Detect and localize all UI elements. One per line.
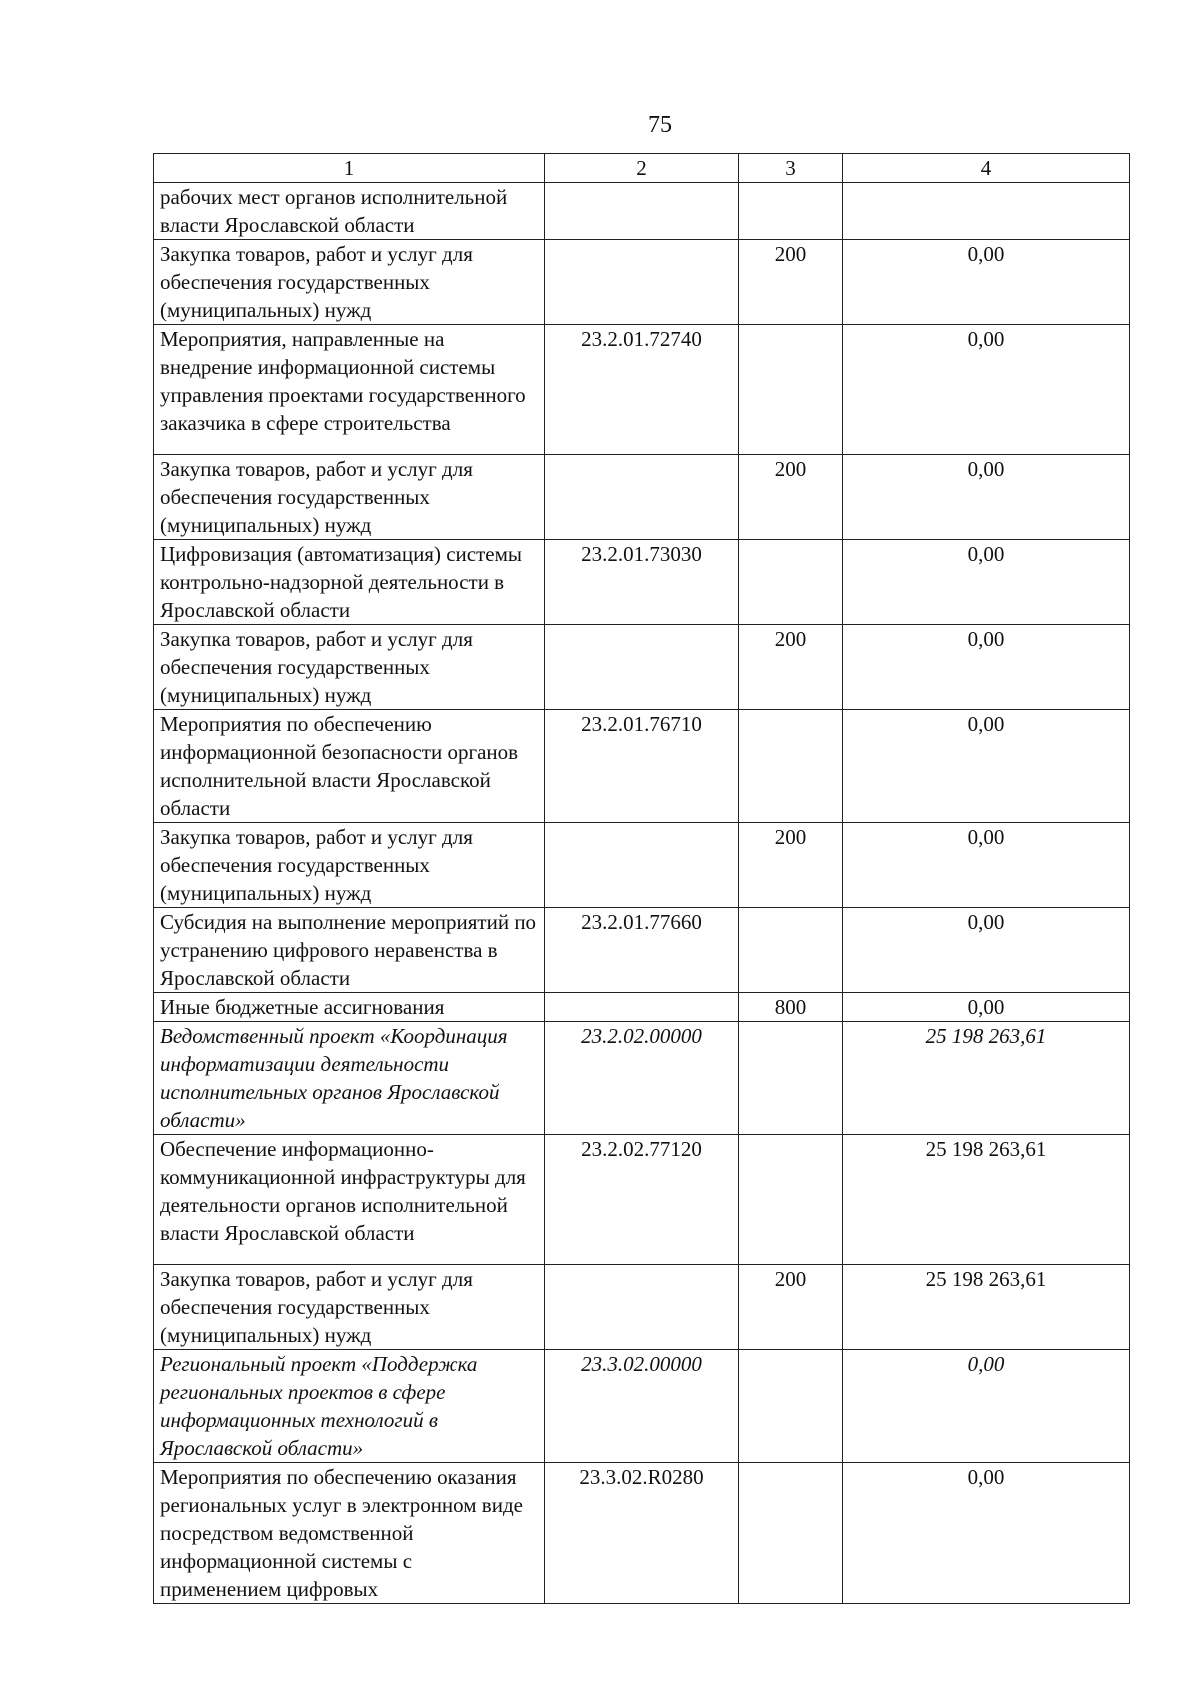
row-type-cell: [739, 183, 843, 240]
table-row: [154, 540, 1130, 625]
row-name-cell: Мероприятия, направленные на внедрение информационной системы управления проектами государственного заказчика в сфере строительства: [154, 325, 545, 455]
table-row: [154, 625, 1130, 710]
row-amount-cell: 0,00: [843, 540, 1130, 625]
row-type-cell: 200: [739, 240, 843, 325]
row-name-cell: Ведомственный проект «Координация информатизации деятельности исполнительных органов Ярославской области»: [154, 1022, 545, 1135]
row-code-cell: [545, 455, 739, 540]
row-amount-cell: 0,00: [843, 710, 1130, 823]
row-amount-cell: 0,00: [843, 455, 1130, 540]
row-name-cell: Обеспечение информационно-коммуникационной инфраструктуры для деятельности органов исполнительной власти Ярославской области: [154, 1135, 545, 1265]
table-row: [154, 325, 1130, 455]
table-row: [154, 1463, 1130, 1604]
row-type-cell: [739, 908, 843, 993]
column-header-3: 3: [739, 154, 843, 183]
row-amount-cell: 0,00: [843, 240, 1130, 325]
table-row: [154, 993, 1130, 1022]
row-name-cell: Мероприятия по обеспечению оказания региональных услуг в электронном виде посредством ведомственной информационной системы с применением цифровых: [154, 1463, 545, 1604]
row-code-cell: 23.2.01.72740: [545, 325, 739, 455]
row-name-cell: Закупка товаров, работ и услуг для обеспечения государственных (муниципальных) нужд: [154, 455, 545, 540]
table-row: [154, 823, 1130, 908]
row-name-cell: рабочих мест органов исполнительной власти Ярославской области: [154, 183, 545, 240]
row-code-cell: [545, 993, 739, 1022]
row-code-cell: [545, 183, 739, 240]
row-amount-cell: 0,00: [843, 823, 1130, 908]
row-type-cell: [739, 1135, 843, 1265]
column-header-4: 4: [843, 154, 1130, 183]
row-name-cell: Закупка товаров, работ и услуг для обеспечения государственных (муниципальных) нужд: [154, 240, 545, 325]
budget-table: [153, 153, 1130, 1604]
row-name-cell: Региональный проект «Поддержка региональных проектов в сфере информационных технологий в Ярославской области»: [154, 1350, 545, 1463]
table-row: [154, 240, 1130, 325]
row-type-cell: [739, 1350, 843, 1463]
row-name-cell: Иные бюджетные ассигнования: [154, 993, 545, 1022]
row-name-cell: Цифровизация (автоматизация) системы контрольно-надзорной деятельности в Ярославской области: [154, 540, 545, 625]
row-code-cell: [545, 1265, 739, 1350]
row-type-cell: [739, 325, 843, 455]
row-amount-cell: 0,00: [843, 1350, 1130, 1463]
row-type-cell: [739, 1022, 843, 1135]
row-type-cell: 200: [739, 625, 843, 710]
row-amount-cell: 0,00: [843, 908, 1130, 993]
row-type-cell: 200: [739, 823, 843, 908]
row-type-cell: [739, 540, 843, 625]
row-code-cell: [545, 240, 739, 325]
row-amount-cell: 25 198 263,61: [843, 1265, 1130, 1350]
row-code-cell: 23.2.02.00000: [545, 1022, 739, 1135]
row-code-cell: [545, 823, 739, 908]
table-header-row: [154, 154, 1130, 183]
row-amount-cell: 0,00: [843, 993, 1130, 1022]
page-number: 75: [648, 112, 672, 138]
table-row: [154, 710, 1130, 823]
column-header-2: 2: [545, 154, 739, 183]
row-amount-cell: 0,00: [843, 1463, 1130, 1604]
row-code-cell: 23.3.02.00000: [545, 1350, 739, 1463]
row-code-cell: 23.2.01.77660: [545, 908, 739, 993]
table-row: [154, 1022, 1130, 1135]
table-row: [154, 455, 1130, 540]
row-amount-cell: [843, 183, 1130, 240]
row-code-cell: 23.2.02.77120: [545, 1135, 739, 1265]
row-amount-cell: 0,00: [843, 625, 1130, 710]
row-code-cell: 23.2.01.73030: [545, 540, 739, 625]
column-header-1: 1: [154, 154, 545, 183]
row-code-cell: 23.3.02.R0280: [545, 1463, 739, 1604]
row-name-cell: Мероприятия по обеспечению информационной безопасности органов исполнительной власти Ярославской области: [154, 710, 545, 823]
table-row: [154, 908, 1130, 993]
row-name-cell: Субсидия на выполнение мероприятий по устранению цифрового неравенства в Ярославской области: [154, 908, 545, 993]
row-type-cell: 800: [739, 993, 843, 1022]
row-type-cell: [739, 1463, 843, 1604]
row-code-cell: 23.2.01.76710: [545, 710, 739, 823]
row-code-cell: [545, 625, 739, 710]
row-name-cell: Закупка товаров, работ и услуг для обеспечения государственных (муниципальных) нужд: [154, 1265, 545, 1350]
table-row: [154, 1265, 1130, 1350]
table-row: [154, 1135, 1130, 1265]
row-type-cell: 200: [739, 455, 843, 540]
table-row: [154, 183, 1130, 240]
row-type-cell: [739, 710, 843, 823]
row-amount-cell: 25 198 263,61: [843, 1135, 1130, 1265]
row-amount-cell: 0,00: [843, 325, 1130, 455]
table-row: [154, 1350, 1130, 1463]
row-name-cell: Закупка товаров, работ и услуг для обеспечения государственных (муниципальных) нужд: [154, 625, 545, 710]
row-amount-cell: 25 198 263,61: [843, 1022, 1130, 1135]
row-name-cell: Закупка товаров, работ и услуг для обеспечения государственных (муниципальных) нужд: [154, 823, 545, 908]
row-type-cell: 200: [739, 1265, 843, 1350]
